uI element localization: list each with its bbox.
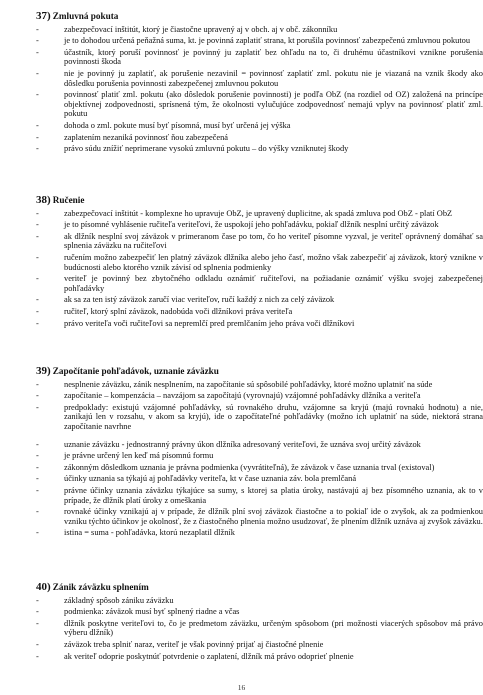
list-item: - základný spôsob zániku záväzku (36, 595, 174, 605)
bullet-list (36, 596, 483, 662)
section-heading (36, 12, 483, 22)
list-item: - povinnosť platiť zml. pokutu (ako dôsledok porušenie povinnosti) je podľa ObZ (na rozdiel od OZ) založená na princípe objektívnej zodpovednosti, sprísnená tým, že okolnosti vylučujúce zodpovednosť nemajú vplyv na povinnosť platiť zml. pokutu (36, 90, 483, 119)
section-title: Zmluvná pokuta (52, 11, 119, 21)
section-number: 38) (36, 194, 51, 206)
bullet-list (36, 380, 483, 538)
list-item: - je právne určený len keď má písomnú formu (36, 451, 214, 461)
list-item: - právne účinky uznania záväzku týkajúce sa sumy, s ktorej sa platia úroky, nastávajú aj bez písomného uznania, ak to v prípade, že dlžník platí úroky z omeškania (36, 485, 483, 505)
list-item: - dohoda o zml. pokute musí byť písomná, musí byť určená jej výška (36, 120, 291, 130)
list-item: - zákonným dôsledkom uznania je právna podmienka (vyvrátiteľná), že záväzok v čase uznania trval (existoval) (36, 462, 435, 472)
list-item: - rovnaké účinky vznikajú aj v prípade, že dlžník plní svoj záväzok čiastočne a to pokiaľ ide o zvyšok, ak za podmienkou vzniku týchto účinkov je okolnosť, že z čiastočného plnenia možno usudzovať, že plnením dlžník uznáva aj zvyšok záväzku. (36, 507, 483, 526)
list-item: - ak sa za ten istý záväzok zaručí viac veriteľov, ručí každý z nich za celý záväzok (36, 295, 335, 305)
section-number: 40) (36, 581, 51, 593)
section-number: 37) (36, 10, 51, 22)
list-item: - predpoklady: existujú vzájomné pohľadávky, sú rovnakého druhu, vzájomne sa kryjú (majú rovnakú hodnotu) a nie, zanikajú len v rozsahu, v akom sa kryjú), ide o započítateľné pohľadávky (možno ich uplatniť na súde, niektorá strana započítanie navrhne (36, 402, 483, 431)
list-item: - dlžník poskytne veriteľovi to, čo je predmetom záväzku, určeným spôsobom (pri možnosti viacerých spôsobov má právo výberu dlžník) (36, 618, 483, 638)
section-heading (36, 196, 483, 206)
list-item: - ručiteľ, ktorý splní záväzok, nadobúda voči dlžníkovi práva veriteľa (36, 306, 293, 316)
bullet-list (36, 209, 483, 329)
list-item: - ak dlžník nesplní svoj záväzok v primeranom čase po tom, čo ho veriteľ písomne vyzval, je veriteľ oprávnený domáhať sa splnenia záväzku na ručiteľovi (36, 231, 483, 251)
list-item: - istina = suma - pohľadávka, ktorú nezaplatil dlžník (36, 528, 235, 538)
list-item: - účastník, ktorý poruší povinnosť je povinný ju zaplatiť bez ohľadu na to, či druhému účastníkovi vznikne porušenia povinnosti škoda (36, 47, 483, 67)
list-item: - započítanie – kompenzácia – navzájom sa započítajú (vyrovnajú) vzájomné pohľadávky dlžníka a veriteľa (36, 391, 421, 401)
list-item: - právo súdu znížiť neprimerane vysokú zmluvnú pokutu – do výšky vzniknutej škody (36, 144, 349, 154)
list-item: - ručením možno zabezpečiť len platný záväzok dlžníka alebo jeho časť, možno však zabezpečiť aj záväzok, ktorý vznikne v budúcnosti alebo ktorého vznik závisí od splnenia podmienky (36, 252, 483, 272)
list-item: - veriteľ je povinný bez zbytočného odkladu oznámiť ručiteľovi, na požiadanie oznámiť výšku svojej zabezpečenej pohľadávky (36, 274, 483, 293)
list-item: - podmienka: záväzok musí byť splnený riadne a včas (36, 607, 240, 617)
section-title: Ručenie (52, 195, 85, 205)
page-number: 16 (237, 683, 246, 692)
list-item: - ak veriteľ odoprie poskytnúť potvrdenie o zaplatení, dlžník má právo odoprieť plnenie (36, 651, 354, 661)
section-heading (36, 583, 483, 593)
section-number: 39) (36, 365, 51, 377)
bullet-list (36, 25, 483, 154)
section-title: Zánik záväzku splnením (52, 582, 149, 592)
list-item: - nesplnenie záväzku, zánik nesplnením, na započítanie sú spôsobilé pohľadávky, ktoré možno uplatniť na súde (36, 379, 433, 389)
list-item: - zaplatením nezaniká povinnosť ňou zabezpečená (36, 132, 229, 142)
section-40 (36, 583, 483, 663)
section-37 (36, 12, 483, 156)
section-38 (36, 196, 483, 330)
list-item: - účinky uznania sa týkajú aj pohľadávky veriteľa, kt v čase uznania záv. bola premlčaná (36, 474, 357, 484)
list-item: - uznanie záväzku - jednostranný právny úkon dlžníka adresovaný veriteľovi, že uznáva svoj určitý záväzok (36, 439, 421, 449)
list-item: - nie je povinný ju zaplatiť, ak porušenie nezavinil = povinnosť zaplatiť zml. pokutu nie je viazaná na vznik škody ako dôsledku porušenia povinnosti zabezpečenej zmluvnou pokutou (36, 68, 483, 88)
list-item: - právo veriteľa voči ručiteľovi sa nepremlčí pred premlčaním jeho práva voči dlžníkovi (36, 318, 355, 328)
section-heading (36, 367, 483, 377)
list-item: - je to písomné vyhlásenie ručiteľa veriteľovi, že uspokojí jeho pohľadávku, pokiaľ dlžník nesplní určitý záväzok (36, 220, 439, 230)
list-item: - zabezpečovací inštitút - komplexne ho upravuje ObZ, je upravený duplicitne, ak spadá zmluva pod ObZ - platí ObZ (36, 208, 453, 218)
section-39 (36, 367, 483, 540)
list-item: - zabezpečovací inštitút, ktorý je čiastočne upravený aj v obch. aj v obč. zákonníku (36, 24, 338, 34)
list-item: - je to dohodou určená peňažná suma, kt. je povinná zaplatiť strana, kt porušila povinnosť zabezpečenú zmluvnou pokutou (36, 36, 471, 46)
section-title: Započítanie pohľadávok, uznanie záväzku (52, 366, 219, 376)
list-item: - záväzok treba splniť naraz, veriteľ je však povinný prijať aj čiastočné plnenie (36, 639, 324, 649)
